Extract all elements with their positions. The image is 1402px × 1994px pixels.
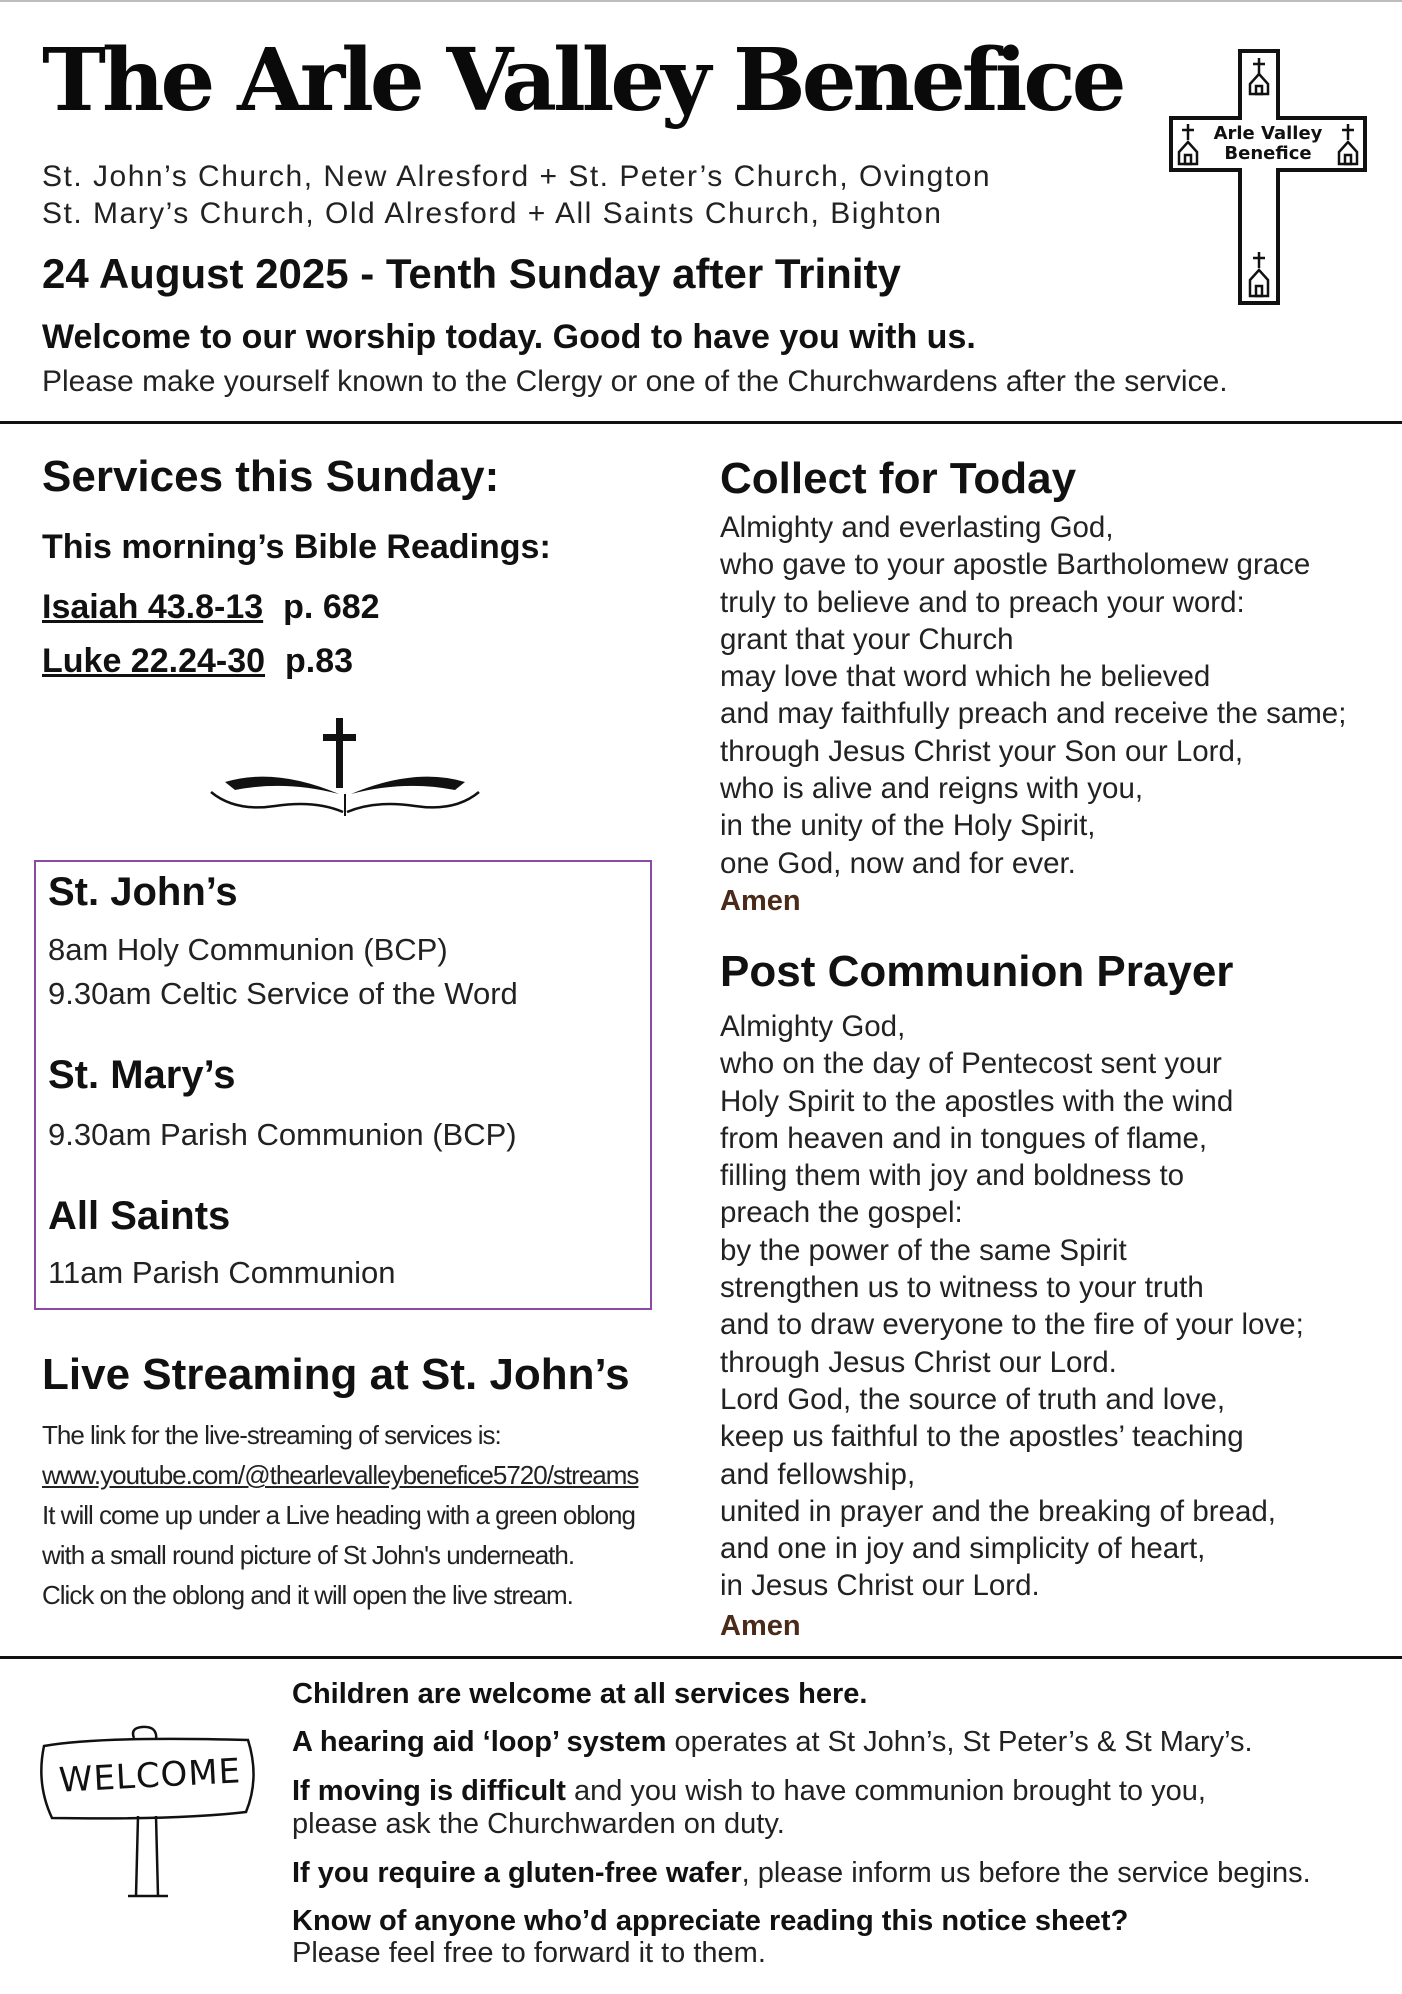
notice-children: [292, 1678, 867, 1711]
prayer-line: in Jesus Christ our Lord.: [720, 1569, 1040, 1603]
prayer-line: and to draw everyone to the fire of your love;: [720, 1308, 1304, 1342]
streaming-heading: Live Streaming at St. John’s: [42, 1350, 630, 1399]
logo-text-line-2: Benefice: [1224, 143, 1312, 164]
collect-line: Almighty and everlasting God,: [720, 511, 1114, 544]
streaming-line-5: Click on the oblong and it will open the live stream.: [42, 1580, 573, 1610]
header-divider: [0, 421, 1402, 424]
collect-line: may love that word which he believed: [720, 660, 1211, 694]
notice-moving: [292, 1775, 1206, 1808]
notice-moving-rest: and you wish to have communion brought to you,: [565, 1775, 1206, 1807]
footer-divider: [0, 1656, 1402, 1659]
streaming-line-4: with a small round picture of St John's underneath.: [42, 1540, 575, 1570]
all-saints-heading: All Saints: [48, 1194, 231, 1238]
st-johns-heading: St. John’s: [48, 870, 238, 914]
post-communion-heading: Post Communion Prayer: [720, 947, 1234, 996]
notice-forward: [292, 1905, 1128, 1938]
services-heading: Services this Sunday:: [42, 452, 500, 501]
prayer-line: and one in joy and simplicity of heart,: [720, 1532, 1206, 1566]
top-border: [0, 0, 1402, 2]
st-marys-service-1: 9.30am Parish Communion (BCP): [48, 1117, 517, 1152]
collect-line: who is alive and reigns with you,: [720, 772, 1144, 806]
prayer-line: from heaven and in tongues of flame,: [720, 1121, 1208, 1155]
reading-1-ref: Isaiah 43.8-13: [42, 588, 264, 626]
welcome-sign-icon: [30, 1720, 262, 1900]
welcome-text: Please make yourself known to the Clergy or one of the Churchwardens after the service.: [42, 365, 1228, 398]
reading-1-page: p. 682: [283, 588, 380, 626]
prayer-line: and fellowship,: [720, 1457, 916, 1491]
reading-2-page: p.83: [285, 642, 354, 680]
notice-gluten-bold: If you require a gluten-free wafer: [292, 1857, 742, 1889]
benefice-cross-logo: [1168, 48, 1368, 306]
readings-heading: This morning’s Bible Readings:: [42, 528, 551, 566]
notice-moving-line2: please ask the Churchwarden on duty.: [292, 1808, 785, 1840]
prayer-line: preach the gospel:: [720, 1196, 963, 1230]
collect-line: grant that your Church: [720, 622, 1014, 656]
streaming-link[interactable]: www.youtube.com/@thearlevalleybenefice5720/streams: [42, 1460, 639, 1490]
prayer-line: through Jesus Christ our Lord.: [720, 1345, 1117, 1379]
collect-line: and may faithfully preach and receive the same;: [720, 697, 1347, 731]
prayer-line: filling them with joy and boldness to: [720, 1159, 1185, 1193]
churches-line-1: St. John’s Church, New Alresford + St. Peter’s Church, Ovington: [42, 160, 992, 193]
churches-line-2: St. Mary’s Church, Old Alresford + All Saints Church, Bighton: [42, 197, 943, 230]
collect-line: in the unity of the Holy Spirit,: [720, 809, 1096, 843]
st-johns-service-1: 8am Holy Communion (BCP): [48, 932, 448, 967]
prayer-line: keep us faithful to the apostles’ teaching: [720, 1420, 1244, 1454]
logo-text-line-1: Arle Valley: [1213, 123, 1323, 144]
notice-hearing-rest: operates at St John’s, St Peter’s & St Mary’s.: [666, 1726, 1253, 1758]
notice-moving-bold: If moving is difficult: [292, 1775, 566, 1807]
notice-forward-bold: Know of anyone who’d appreciate reading this notice sheet?: [292, 1905, 1129, 1937]
notice-gluten-rest: , please inform us before the service begins.: [741, 1857, 1311, 1889]
st-marys-heading: St. Mary’s: [48, 1053, 236, 1097]
post-communion-text: [720, 1008, 1304, 1605]
collect-line: truly to believe and to preach your word:: [720, 585, 1245, 619]
notice-gluten: [292, 1857, 1311, 1890]
post-communion-amen: Amen: [720, 1610, 801, 1642]
collect-line: who gave to your apostle Bartholomew grace: [720, 548, 1311, 582]
prayer-line: Almighty God,: [720, 1010, 906, 1043]
collect-heading: Collect for Today: [720, 454, 1077, 503]
prayer-line: Lord God, the source of truth and love,: [720, 1382, 1226, 1416]
reading-2: [42, 642, 353, 681]
notice-forward-text: Please feel free to forward it to them.: [292, 1937, 766, 1969]
notice-children-text: Children are welcome at all services here.: [292, 1678, 868, 1710]
notice-hearing-bold: A hearing aid ‘loop’ system: [292, 1726, 667, 1758]
st-johns-service-2: 9.30am Celtic Service of the Word: [48, 976, 518, 1011]
service-date: 24 August 2025 - Tenth Sunday after Trinity: [42, 250, 901, 297]
notice-hearing: [292, 1726, 1253, 1759]
streaming-line-3: It will come up under a Live heading with a green oblong: [42, 1500, 635, 1530]
reading-2-ref: Luke 22.24-30: [42, 642, 266, 680]
collect-line: one God, now and for ever.: [720, 846, 1076, 880]
page-title: The Arle Valley Benefice: [42, 30, 1123, 131]
collect-amen: Amen: [720, 885, 801, 917]
welcome-sign-text: WELCOME: [57, 1751, 243, 1801]
prayer-line: by the power of the same Spirit: [720, 1233, 1127, 1267]
welcome-heading: Welcome to our worship today. Good to have you with us.: [42, 318, 976, 356]
prayer-line: strengthen us to witness to your truth: [720, 1271, 1204, 1305]
all-saints-service-1: 11am Parish Communion: [48, 1255, 396, 1290]
reading-1: [42, 588, 380, 627]
streaming-intro: The link for the live-streaming of services is:: [42, 1420, 501, 1450]
collect-line: through Jesus Christ your Son our Lord,: [720, 734, 1244, 768]
bible-cross-icon: [205, 712, 485, 822]
prayer-line: united in prayer and the breaking of bread,: [720, 1494, 1276, 1528]
prayer-line: who on the day of Pentecost sent your: [720, 1047, 1222, 1081]
prayer-line: Holy Spirit to the apostles with the wind: [720, 1084, 1234, 1118]
collect-text: [720, 509, 1346, 882]
